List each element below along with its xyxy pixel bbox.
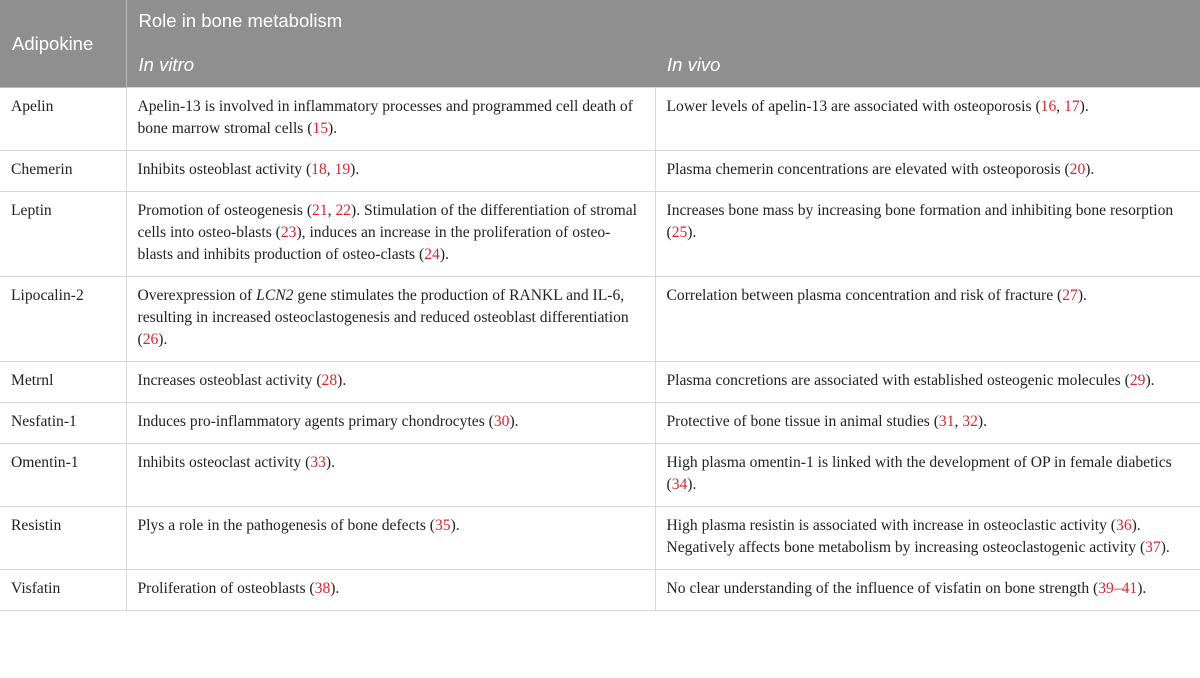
cell-text: , xyxy=(1056,98,1065,115)
adipokine-name: Visfatin xyxy=(0,570,126,611)
reference-link[interactable]: 21 xyxy=(312,202,328,219)
adipokine-name: Leptin xyxy=(0,192,126,277)
adipokine-name: Omentin-1 xyxy=(0,444,126,507)
cell-text: ). Stimulation of the differentiation of stromal cells into osteo-blasts ( xyxy=(137,202,638,241)
reference-link[interactable]: 36 xyxy=(1116,517,1132,534)
reference-link[interactable]: 39–41 xyxy=(1098,580,1138,597)
cell-text: Proliferation of osteoblasts ( xyxy=(137,580,315,597)
cell-text: Plys a role in the pathogenesis of bone defects ( xyxy=(137,517,435,534)
cell-text: , xyxy=(954,413,963,430)
cell-text: Increases bone mass by increasing bone formation and inhibiting bone resorption ( xyxy=(666,202,1174,241)
reference-link[interactable]: 22 xyxy=(335,202,352,219)
table-row xyxy=(0,570,1200,611)
header-in-vivo: In vivo xyxy=(655,42,1200,88)
cell-text: ). xyxy=(977,413,987,430)
reference-link[interactable]: 16 xyxy=(1040,98,1057,115)
cell-text: ). xyxy=(1160,539,1170,556)
cell-text: High plasma resistin is associated with increase in osteoclastic activity ( xyxy=(666,517,1117,534)
in-vitro-cell xyxy=(126,403,655,444)
cell-text: ). xyxy=(337,372,347,389)
gene-name: LCN2 xyxy=(256,287,294,304)
cell-text: ). xyxy=(325,454,335,471)
cell-text: ). xyxy=(1079,98,1089,115)
header-row-main xyxy=(0,0,1200,42)
reference-link[interactable]: 20 xyxy=(1069,161,1086,178)
cell-text: gene stimulates the production of RANKL and IL-6, resulting in increased osteoclastogenesis and reduced osteoblast differentiation ( xyxy=(137,287,629,348)
cell-text: ). xyxy=(439,246,449,263)
in-vitro-cell xyxy=(126,362,655,403)
in-vitro-cell xyxy=(126,570,655,611)
cell-text: ). xyxy=(1145,372,1155,389)
reference-link[interactable]: 18 xyxy=(311,161,327,178)
reference-link[interactable]: 25 xyxy=(671,224,688,241)
in-vitro-cell xyxy=(126,277,655,362)
cell-text: ). xyxy=(1077,287,1087,304)
cell-text: ). xyxy=(328,120,338,137)
in-vivo-cell xyxy=(655,88,1200,151)
table-row xyxy=(0,151,1200,192)
cell-text: , xyxy=(327,202,336,219)
cell-text: ). xyxy=(509,413,519,430)
cell-text: Inhibits osteoclast activity ( xyxy=(137,454,311,471)
reference-link[interactable]: 26 xyxy=(142,331,159,348)
table-row xyxy=(0,192,1200,277)
reference-link[interactable]: 32 xyxy=(962,413,978,430)
cell-text: ). xyxy=(1085,161,1095,178)
reference-link[interactable]: 19 xyxy=(334,161,351,178)
cell-text: Correlation between plasma concentration and risk of fracture ( xyxy=(666,287,1063,304)
cell-text: Increases osteoblast activity ( xyxy=(137,372,322,389)
in-vivo-cell xyxy=(655,151,1200,192)
cell-text: Protective of bone tissue in animal studies ( xyxy=(666,413,939,430)
reference-link[interactable]: 17 xyxy=(1064,98,1080,115)
reference-link[interactable]: 35 xyxy=(435,517,451,534)
reference-link[interactable]: 33 xyxy=(310,454,326,471)
cell-text: ). xyxy=(330,580,340,597)
reference-link[interactable]: 23 xyxy=(280,224,297,241)
in-vivo-cell xyxy=(655,277,1200,362)
cell-text: Overexpression of xyxy=(137,287,257,304)
header-adipokine: Adipokine xyxy=(0,0,126,88)
header-in-vitro: In vitro xyxy=(126,42,655,88)
cell-text: ). xyxy=(350,161,360,178)
in-vivo-cell xyxy=(655,403,1200,444)
reference-link[interactable]: 28 xyxy=(321,372,338,389)
adipokine-name: Chemerin xyxy=(0,151,126,192)
table-row xyxy=(0,444,1200,507)
cell-text: Lower levels of apelin-13 are associated with osteoporosis ( xyxy=(666,98,1041,115)
in-vivo-cell xyxy=(655,192,1200,277)
in-vivo-cell xyxy=(655,507,1200,570)
in-vivo-cell xyxy=(655,570,1200,611)
adipokine-name: Lipocalin-2 xyxy=(0,277,126,362)
table-row xyxy=(0,362,1200,403)
reference-link[interactable]: 30 xyxy=(493,413,510,430)
cell-text: ). Negatively affects bone metabolism by increasing osteoclastogenic activity ( xyxy=(666,517,1146,556)
cell-text: ). xyxy=(450,517,460,534)
table-row xyxy=(0,507,1200,570)
table-row xyxy=(0,277,1200,362)
in-vitro-cell xyxy=(126,88,655,151)
reference-link[interactable]: 29 xyxy=(1129,372,1146,389)
in-vivo-cell xyxy=(655,444,1200,507)
reference-link[interactable]: 15 xyxy=(312,120,329,137)
cell-text: Inhibits osteoblast activity ( xyxy=(137,161,312,178)
cell-text: Plasma chemerin concentrations are elevated with osteoporosis ( xyxy=(666,161,1070,178)
cell-text: ), induces an increase in the proliferation of osteo-blasts and inhibits production of osteo-clasts ( xyxy=(137,224,611,263)
cell-text: ). xyxy=(1137,580,1147,597)
cell-text: Plasma concretions are associated with established osteogenic molecules ( xyxy=(666,372,1130,389)
table-row xyxy=(0,88,1200,151)
in-vitro-cell xyxy=(126,151,655,192)
cell-text: Apelin-13 is involved in inflammatory processes and programmed cell death of bone marrow stromal cells ( xyxy=(137,98,633,137)
cell-text: High plasma omentin-1 is linked with the development of OP in female diabetics ( xyxy=(666,454,1172,493)
cell-text: ). xyxy=(687,476,697,493)
reference-link[interactable]: 24 xyxy=(424,246,440,263)
table-row xyxy=(0,403,1200,444)
cell-text: , xyxy=(326,161,335,178)
in-vitro-cell xyxy=(126,507,655,570)
reference-link[interactable]: 31 xyxy=(938,413,955,430)
reference-link[interactable]: 27 xyxy=(1062,287,1078,304)
cell-text: ). xyxy=(687,224,697,241)
cell-text: No clear understanding of the influence of visfatin on bone strength ( xyxy=(666,580,1099,597)
reference-link[interactable]: 38 xyxy=(314,580,331,597)
cell-text: Induces pro-inflammatory agents primary chondrocytes ( xyxy=(137,413,494,430)
cell-text: ). xyxy=(158,331,168,348)
in-vivo-cell xyxy=(655,362,1200,403)
reference-link[interactable]: 34 xyxy=(671,476,688,493)
reference-link[interactable]: 37 xyxy=(1145,539,1161,556)
cell-text: Promotion of osteogenesis ( xyxy=(137,202,313,219)
in-vitro-cell xyxy=(126,444,655,507)
adipokine-name: Resistin xyxy=(0,507,126,570)
header-row-sub xyxy=(0,42,1200,88)
adipokine-name: Nesfatin-1 xyxy=(0,403,126,444)
in-vitro-cell xyxy=(126,192,655,277)
header-role-in-bone-metabolism: Role in bone metabolism xyxy=(126,0,1200,42)
adipokine-name: Metrnl xyxy=(0,362,126,403)
adipokine-name: Apelin xyxy=(0,88,126,151)
